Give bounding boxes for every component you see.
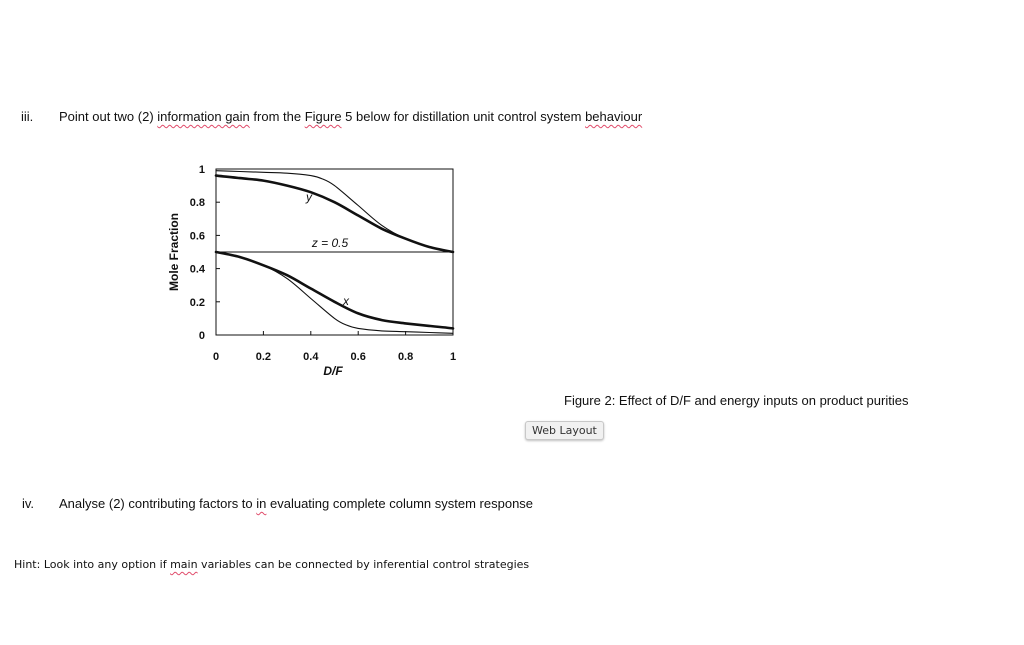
question-iv-text-part: evaluating complete column system response (266, 496, 534, 511)
x-tick-label: 0 (212, 351, 220, 363)
hint-text-part: Hint: Look into any option if (14, 558, 171, 571)
x-tick-label: 0.4 (303, 351, 319, 363)
y-tick-label: 0.8 (189, 197, 205, 210)
question-number-iv: iv. (22, 496, 35, 511)
spelling-flag[interactable]: behaviour (585, 109, 643, 124)
x-tick-label: 0.2 (255, 351, 272, 363)
hint-text (14, 558, 529, 571)
question-iii-text-part: from the (249, 109, 305, 124)
question-iii-text-part: Point out two (2) (59, 109, 158, 124)
y-tick-label: 1 (198, 164, 205, 176)
question-iii-text-part: 5 below for distillation unit control system (341, 109, 586, 124)
question-iv-text-part: Analyse (2) contributing factors to (59, 496, 257, 511)
y-tick-label: 0.4 (189, 263, 205, 276)
x-tick-label: 0.6 (350, 351, 366, 363)
y-tick-label: 0.6 (189, 230, 205, 243)
series-line-3 (216, 252, 453, 328)
spelling-flag[interactable]: main (170, 558, 198, 571)
annotation-x: x (343, 294, 349, 308)
x-axis-label: D/F (323, 364, 343, 378)
question-number-iii: iii. (21, 109, 34, 124)
spelling-flag[interactable]: information gain (157, 109, 250, 124)
figure-caption: Figure 2: Effect of D/F and energy inputs on product purities (564, 393, 909, 408)
series-line-2 (216, 252, 453, 333)
hint-text-part: variables can be connected by inferential control strategies (197, 558, 530, 571)
spelling-flag[interactable]: Figure (304, 109, 342, 124)
y-tick-label: 0.2 (189, 296, 205, 309)
spelling-flag[interactable]: in (256, 496, 267, 511)
annotation-z: z = 0.5 (311, 236, 349, 250)
y-tick-label: 0 (198, 330, 205, 342)
web-layout-button[interactable]: Web Layout (525, 421, 604, 440)
question-iv-text (59, 496, 533, 511)
x-tick-label: 1 (449, 351, 457, 363)
annotation-y: y (306, 190, 312, 204)
y-axis-label: Mole Fraction (167, 212, 181, 292)
x-tick-label: 0.8 (397, 351, 414, 363)
